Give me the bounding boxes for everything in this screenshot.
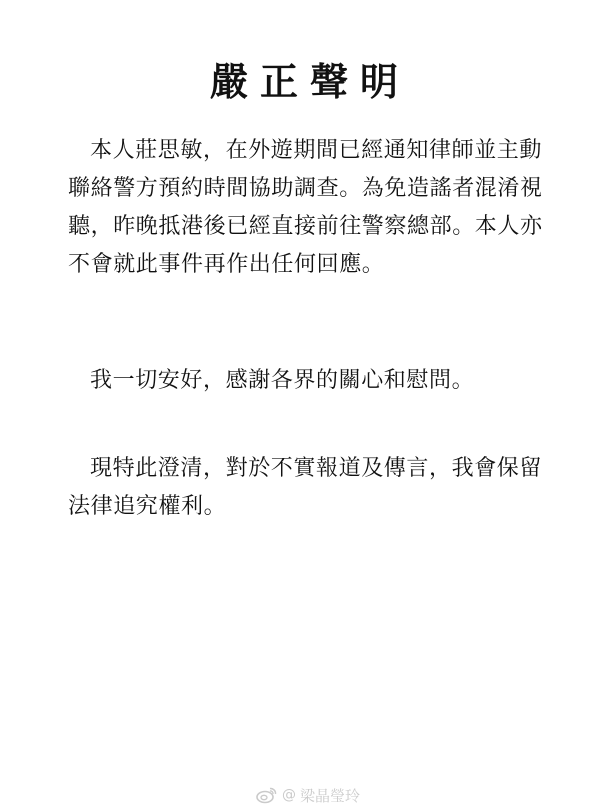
statement-paragraph-1: 本人莊思敏，在外遊期間已經通知律師並主動聯絡警方預約時間協助調查。為免造謠者混淆視聽，昨晚抵港後已經直接前往警察總部。本人亦不會就此事件再作出任何回應。	[68, 138, 543, 277]
statement-paragraph-3: 現特此澄清，對於不實報道及傳言，我會保留法律追究權利。	[68, 456, 543, 519]
weibo-icon	[256, 786, 278, 804]
statement-paragraph-2: 我一切安好，感謝各界的關心和慰問。	[90, 368, 475, 393]
weibo-watermark	[256, 783, 360, 807]
watermark-at-sign: @	[282, 787, 296, 803]
statement-title: 嚴正聲明	[209, 60, 410, 104]
watermark-handle: 梁晶瑩玲	[300, 786, 361, 805]
